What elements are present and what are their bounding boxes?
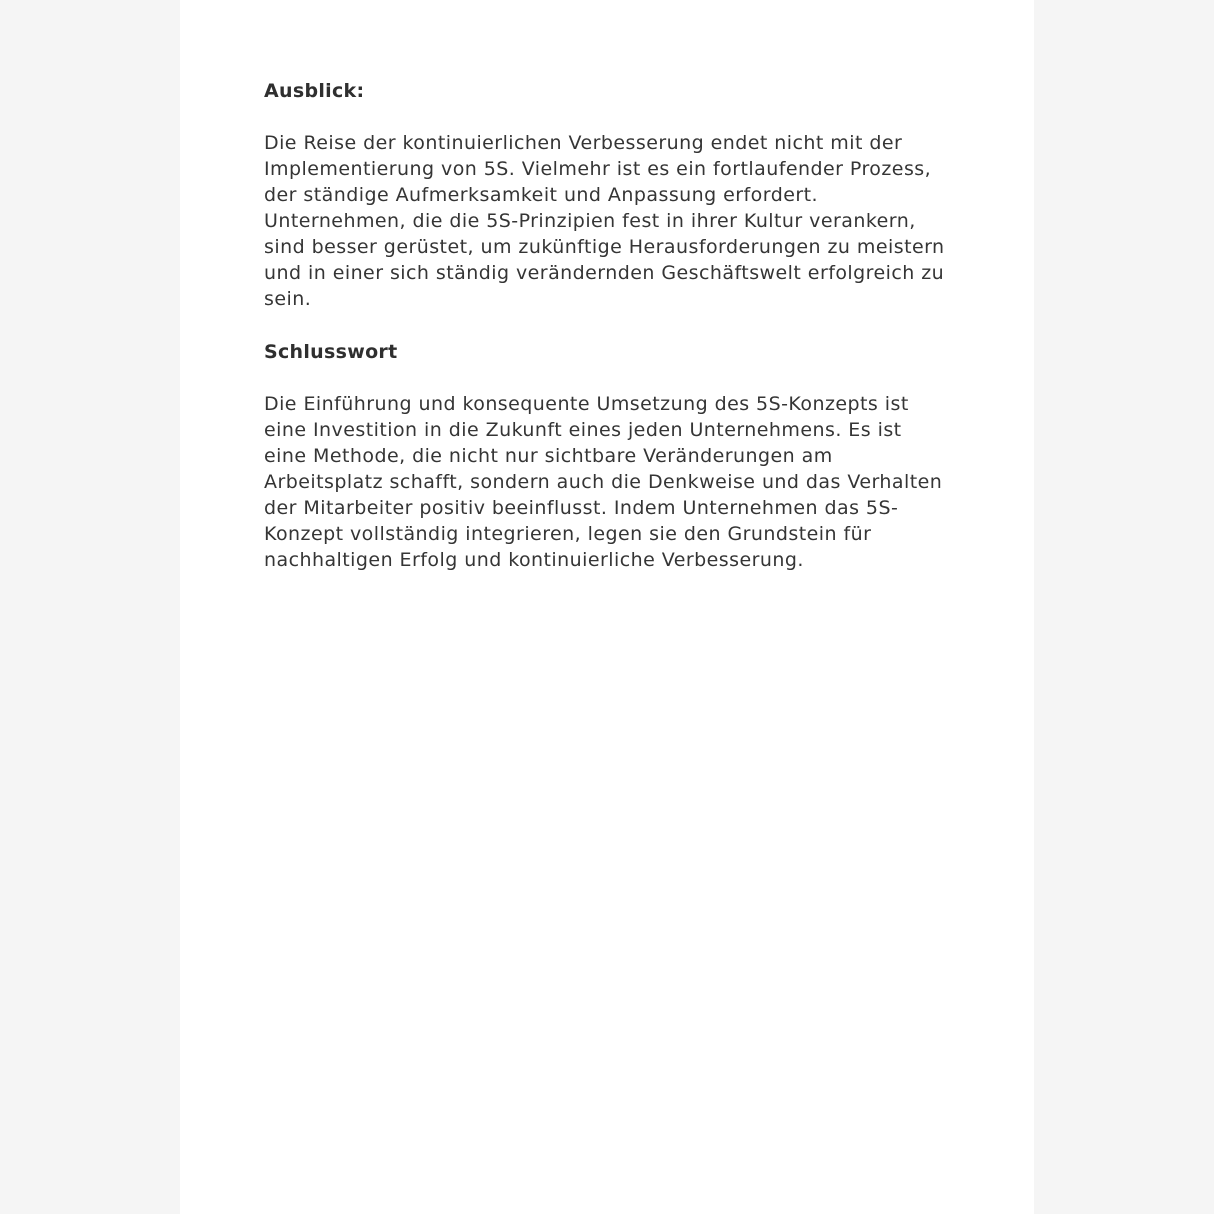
document-content-area — [180, 0, 1034, 573]
spacer-heading-to-paragraph-2 — [264, 365, 950, 391]
spacer-paragraph-1-to-heading-2 — [264, 312, 950, 339]
document-sheet — [180, 0, 1034, 1214]
heading-schlusswort: Schlusswort — [264, 341, 398, 363]
paragraph-schlusswort: Die Einführung und konsequente Umsetzung des 5S-Konzepts ist eine Investition in die Zukunft eines jeden Unternehmens. Es ist eine Methode, die nicht nur sichtbare Veränderungen am Arbeitsplatz schafft, sondern auch die Denkweise und das Verhalten der Mitarbeiter positiv beeinflusst. Indem Unternehmen das 5S-Konzept vollständig integrieren, legen sie den Grundstein für nachhaltigen Erfolg und kontinuierliche Verbesserung. — [264, 393, 943, 571]
heading-ausblick: Ausblick: — [264, 80, 365, 102]
spacer-heading-to-paragraph-1 — [264, 104, 950, 130]
paragraph-ausblick: Die Reise der kontinuierlichen Verbesserung endet nicht mit der Implementierung von 5S. Vielmehr ist es ein fortlaufender Prozess, der ständige Aufmerksamkeit und Anpassung erfordert. Unternehmen, die die 5S-Prinzipien fest in ihrer Kultur verankern, sind besser gerüstet, um zukünftige Herausforderungen zu meistern und in einer sich ständig verändernden Geschäftswelt erfolgreich zu sein. — [264, 132, 945, 310]
